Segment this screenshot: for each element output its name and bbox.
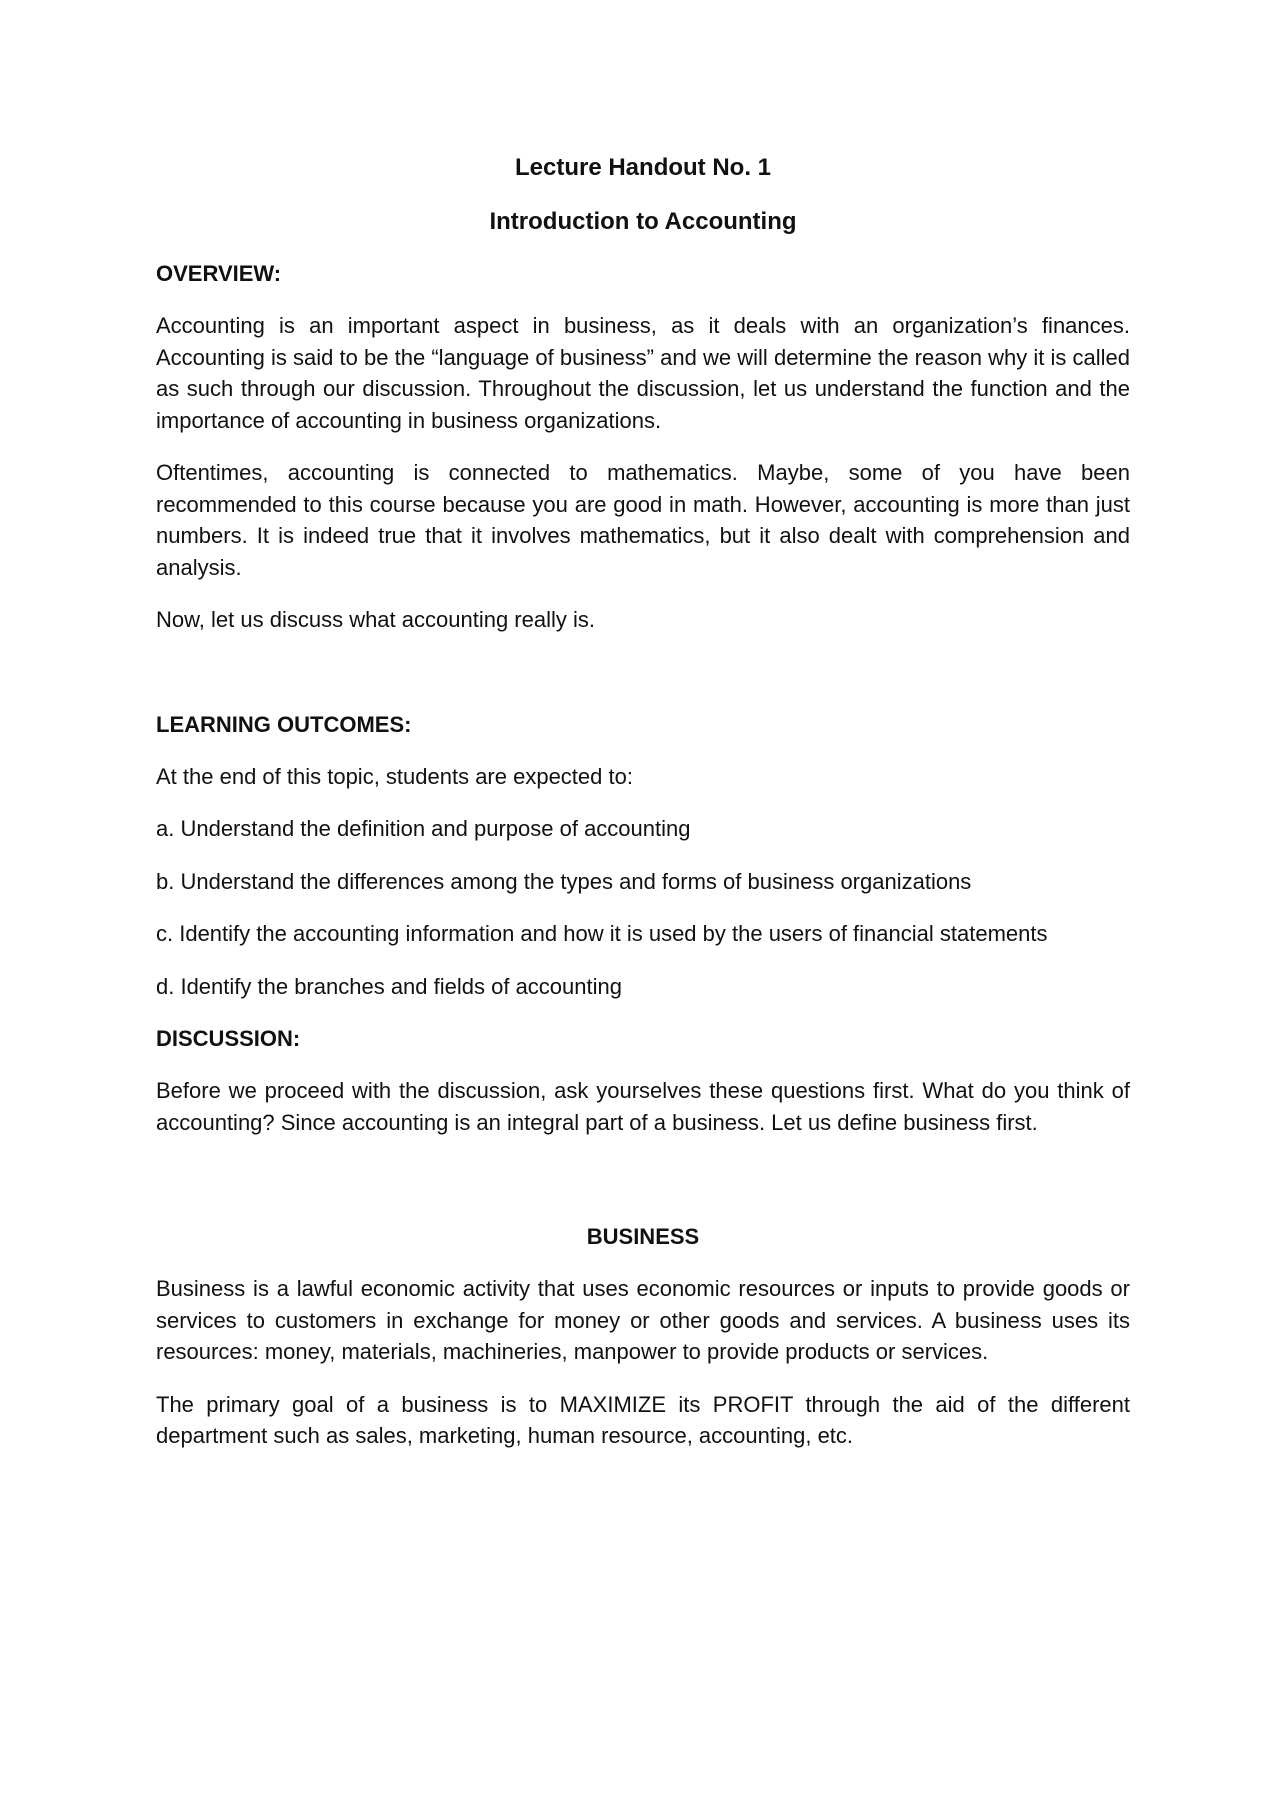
overview-paragraph: Now, let us discuss what accounting really is. — [156, 607, 595, 632]
learning-outcome-item: a. Understand the definition and purpose of accounting — [156, 816, 691, 841]
learning-outcomes-heading: LEARNING OUTCOMES: — [156, 711, 412, 737]
business-paragraph: Business is a lawful economic activity that uses economic resources or inputs to provide goods or services to customers in exchange for money or other goods and services. A business uses its resources: money, materials, machineries, manpower to provide products or services. — [156, 1276, 1130, 1364]
spacer — [156, 1159, 1130, 1221]
overview-paragraph: Accounting is an important aspect in business, as it deals with an organization’s finances. Accounting is said to be the “language of business” and we will determine the reason why it is called as such through our discussion. Throughout the discussion, let us understand the function and the importance of accounting in business organizations. — [156, 313, 1130, 433]
overview-paragraph: Oftentimes, accounting is connected to mathematics. Maybe, some of you have been recommended to this course because you are good in math. However, accounting is more than just numbers. It is indeed true that it involves mathematics, but it also dealt with comprehension and analysis. — [156, 460, 1130, 580]
learning-outcome-item: d. Identify the branches and fields of accounting — [156, 973, 622, 999]
learning-outcome-item: b. Understand the differences among the types and forms of business organizations — [156, 868, 972, 894]
overview-heading: OVERVIEW: — [156, 261, 282, 286]
learning-outcome-item: c. Identify the accounting information and how it is used by the users of financial statements — [156, 921, 1048, 946]
discussion-paragraph: Before we proceed with the discussion, ask yourselves these questions first. What do you think of accounting? Since accounting is an integral part of a business. Let us define business first. — [156, 1078, 1130, 1135]
business-heading: BUSINESS — [586, 1224, 700, 1249]
document-content — [156, 152, 1130, 1473]
document-title: Lecture Handout No. 1 — [514, 154, 772, 181]
learning-outcomes-intro: At the end of this topic, students are expected to: — [156, 763, 633, 789]
spacer — [156, 657, 1130, 709]
discussion-heading: DISCUSSION: — [156, 1026, 301, 1051]
document-subtitle: Introduction to Accounting — [489, 208, 797, 235]
business-paragraph: The primary goal of a business is to MAXIMIZE its PROFIT through the aid of the different department such as sales, marketing, human resource, accounting, etc. — [156, 1391, 1130, 1448]
